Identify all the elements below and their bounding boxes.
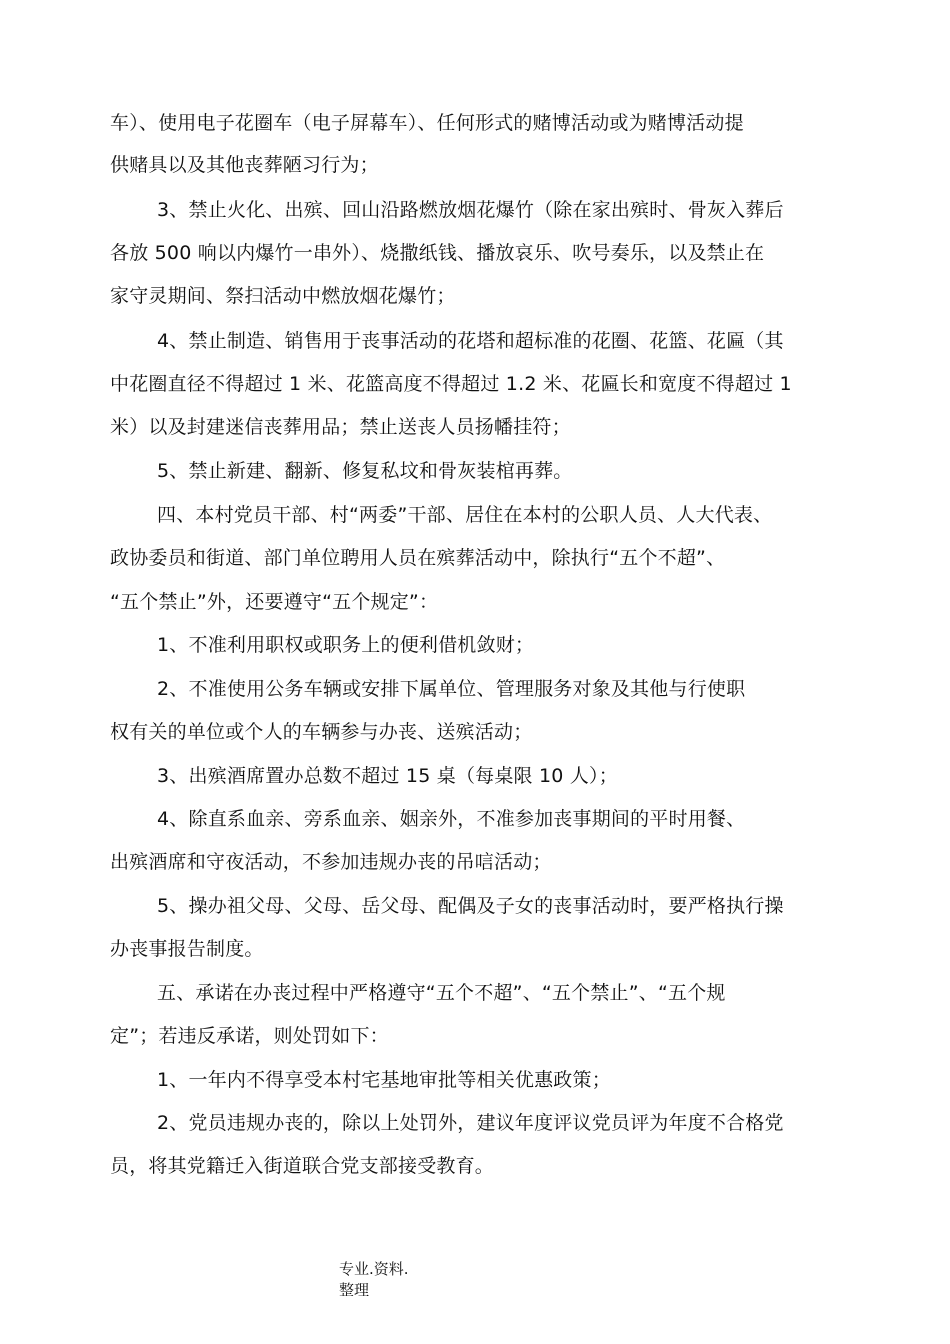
text-line: 3、出殡酒席置办总数不超过 15 桌（每桌限 10 人）； [157, 765, 618, 787]
text-line: 1、一年内不得享受本村宅基地审批等相关优惠政策； [157, 1069, 611, 1091]
text-line: 供赌具以及其他丧葬陋习行为； [110, 154, 379, 176]
text-line: 定”；若违反承诺，则处罚如下： [110, 1025, 389, 1047]
text-line: 家守灵期间、祭扫活动中燃放烟花爆竹； [110, 285, 456, 307]
text-line: 2、不准使用公务车辆或安排下属单位、管理服务对象及其他与行使职 [157, 678, 746, 700]
text-line: 办丧事报告制度。 [110, 938, 264, 960]
text-line: 4、禁止制造、销售用于丧事活动的花塔和超标准的花圈、花篮、花匾（其 [157, 330, 784, 352]
text-line: 米）以及封建迷信丧葬用品；禁止送丧人员扬幡挂符； [110, 416, 571, 438]
text-line: 员，将其党籍迁入街道联合党支部接受教育。 [110, 1155, 495, 1177]
text-line: “五个禁止”外，还要遵守“五个规定”： [110, 591, 439, 613]
text-line: 5、禁止新建、翻新、修复私坟和骨灰装棺再葬。 [157, 460, 573, 482]
text-line: 权有关的单位或个人的车辆参与办丧、送殡活动； [110, 721, 533, 743]
text-line: 5、操办祖父母、父母、岳父母、配偶及子女的丧事活动时，要严格执行操 [157, 895, 784, 917]
text-line: 中花圈直径不得超过 1 米、花篮高度不得超过 1.2 米、花匾长和宽度不得超过 1 [110, 373, 792, 395]
text-line: 五、承诺在办丧过程中严格遵守“五个不超”、“五个禁止”、“五个规 [157, 982, 726, 1004]
text-line: 3、禁止火化、出殡、回山沿路燃放烟花爆竹（除在家出殡时、骨灰入葬后 [157, 199, 784, 221]
text-line: 各放 500 响以内爆竹一串外）、烧撒纸钱、播放哀乐、吹号奏乐，以及禁止在 [110, 242, 765, 264]
text-line: 4、除直系血亲、旁系血亲、姻亲外，不准参加丧事期间的平时用餐、 [157, 808, 746, 830]
text-line: 政协委员和街道、部门单位聘用人员在殡葬活动中，除执行“五个不超”、 [110, 547, 726, 569]
text-line: 2、党员违规办丧的，除以上处罚外，建议年度评议党员评为年度不合格党 [157, 1112, 784, 1134]
footer-text: 整理 [339, 1281, 370, 1299]
text-line: 四、本村党员干部、村“两委”干部、居住在本村的公职人员、人大代表、 [157, 504, 773, 526]
footer-text: 专业.资料. [339, 1260, 409, 1278]
text-line: 出殡酒席和守夜活动，不参加违规办丧的吊唁活动； [110, 851, 552, 873]
text-line: 1、不准利用职权或职务上的便利借机敛财； [157, 634, 535, 656]
text-line: 车）、使用电子花圈车（电子屏幕车）、任何形式的赌博活动或为赌博活动提 [110, 112, 744, 134]
